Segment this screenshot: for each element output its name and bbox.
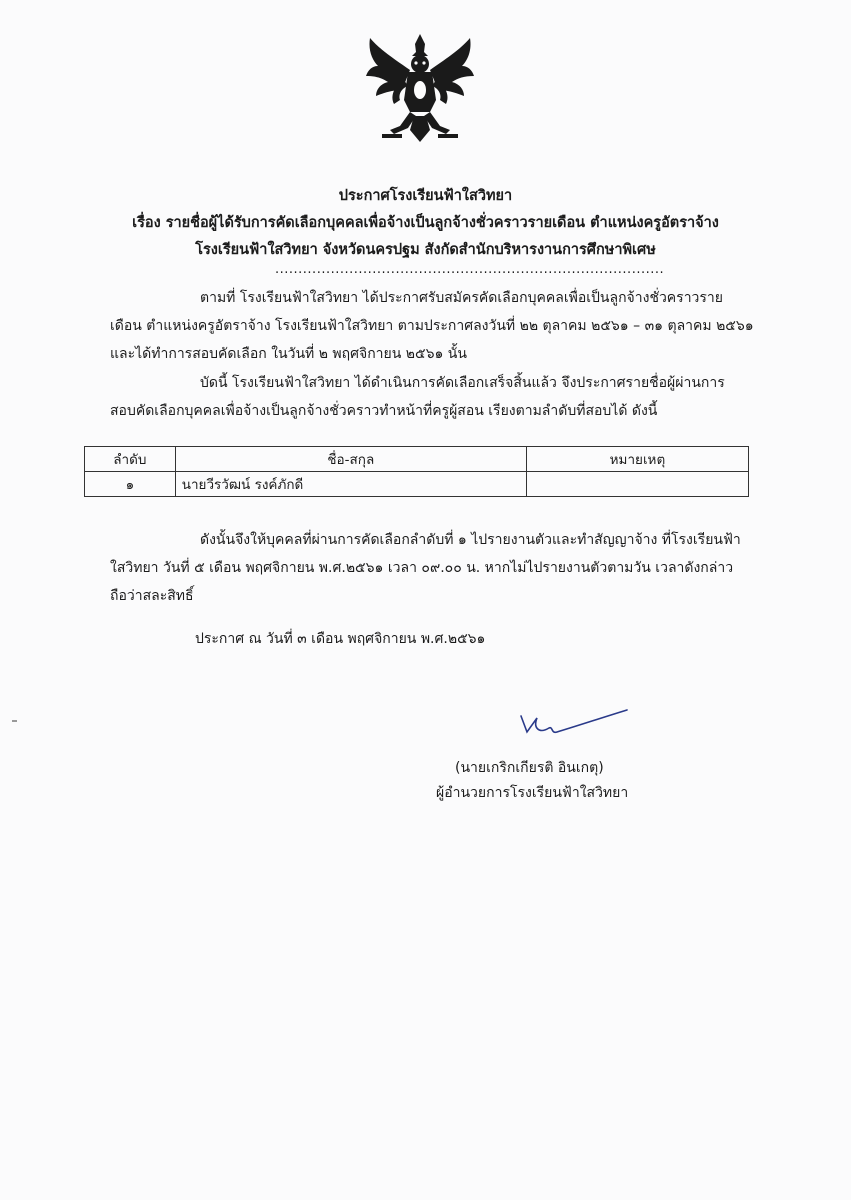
signatory-name: (นายเกริกเกียรติ อินเกตุ) xyxy=(455,760,604,776)
scan-speck xyxy=(12,720,17,722)
signatory-position: ผู้อำนวยการโรงเรียนฟ้าใสวิทยา xyxy=(436,785,629,801)
table-row xyxy=(85,472,749,497)
para2-line2: สอบคัดเลือกบุคคลเพื่อจ้างเป็นลูกจ้างชั่วคราวทำหน้าที่ครูผู้สอน เรียงตามลำดับที่สอบได้ ดังนี้ xyxy=(110,403,658,419)
para1-line2: เดือน ตำแหน่งครูอัตราจ้าง โรงเรียนฟ้าใสวิทยา ตามประกาศลงวันที่ ๒๒ ตุลาคม ๒๕๖๑ – ๓๑ ตุลาคม ๒๕๖๑ xyxy=(110,318,754,334)
para1-line3: และได้ทำการสอบคัดเลือก ในวันที่ ๒ พฤศจิกายน ๒๕๖๑ นั้น xyxy=(110,346,467,362)
header-remark: หมายเหตุ xyxy=(526,447,748,472)
para3-line3: ถือว่าสละสิทธิ์ xyxy=(110,588,194,604)
para1-line1: ตามที่ โรงเรียนฟ้าใสวิทยา ได้ประกาศรับสมัครคัดเลือกบุคคลเพื่อเป็นลูกจ้างชั่วคราวราย xyxy=(200,290,723,306)
para3-line2: ใสวิทยา วันที่ ๕ เดือน พฤศจิกายน พ.ศ.๒๕๖๑ เวลา ๐๙.๐๐ น. หากไม่ไปรายงานตัวตามวัน เวลาดังกล่าว xyxy=(110,560,734,576)
cell-remark xyxy=(526,472,748,497)
table-header-row xyxy=(85,447,749,472)
cell-order: ๑ xyxy=(85,472,176,497)
announcement-title: ประกาศโรงเรียนฟ้าใสวิทยา xyxy=(338,188,513,204)
announcement-subject: เรื่อง รายชื่อผู้ได้รับการคัดเลือกบุคคลเพื่อจ้างเป็นลูกจ้างชั่วคราวรายเดือน ตำแหน่งครูอัตราจ้าง xyxy=(132,215,719,231)
para2-line1: บัดนี้ โรงเรียนฟ้าใสวิทยา ได้ดำเนินการคัดเลือกเสร็จสิ้นแล้ว จึงประกาศรายชื่อผู้ผ่านการ xyxy=(200,375,725,391)
announcement-school-line: โรงเรียนฟ้าใสวิทยา จังหวัดนครปฐม สังกัดสำนักบริหารงานการศึกษาพิเศษ xyxy=(195,242,656,258)
para3-line1: ดังนั้นจึงให้บุคคลที่ผ่านการคัดเลือกลำดับที่ ๑ ไปรายงานตัวและทำสัญญาจ้าง ที่โรงเรียนฟ้า xyxy=(200,532,741,548)
header-order: ลำดับ xyxy=(85,447,176,472)
results-table xyxy=(84,446,749,497)
handwritten-signature xyxy=(515,708,635,744)
header-name: ชื่อ-สกุล xyxy=(175,447,526,472)
dotted-divider: .................................................................................... xyxy=(275,262,665,277)
cell-name: นายวีรวัฒน์ รงค์ภักดี xyxy=(175,472,526,497)
garuda-emblem-icon xyxy=(360,30,480,148)
announce-date: ประกาศ ณ วันที่ ๓ เดือน พฤศจิกายน พ.ศ.๒๕๖๑ xyxy=(195,631,486,647)
